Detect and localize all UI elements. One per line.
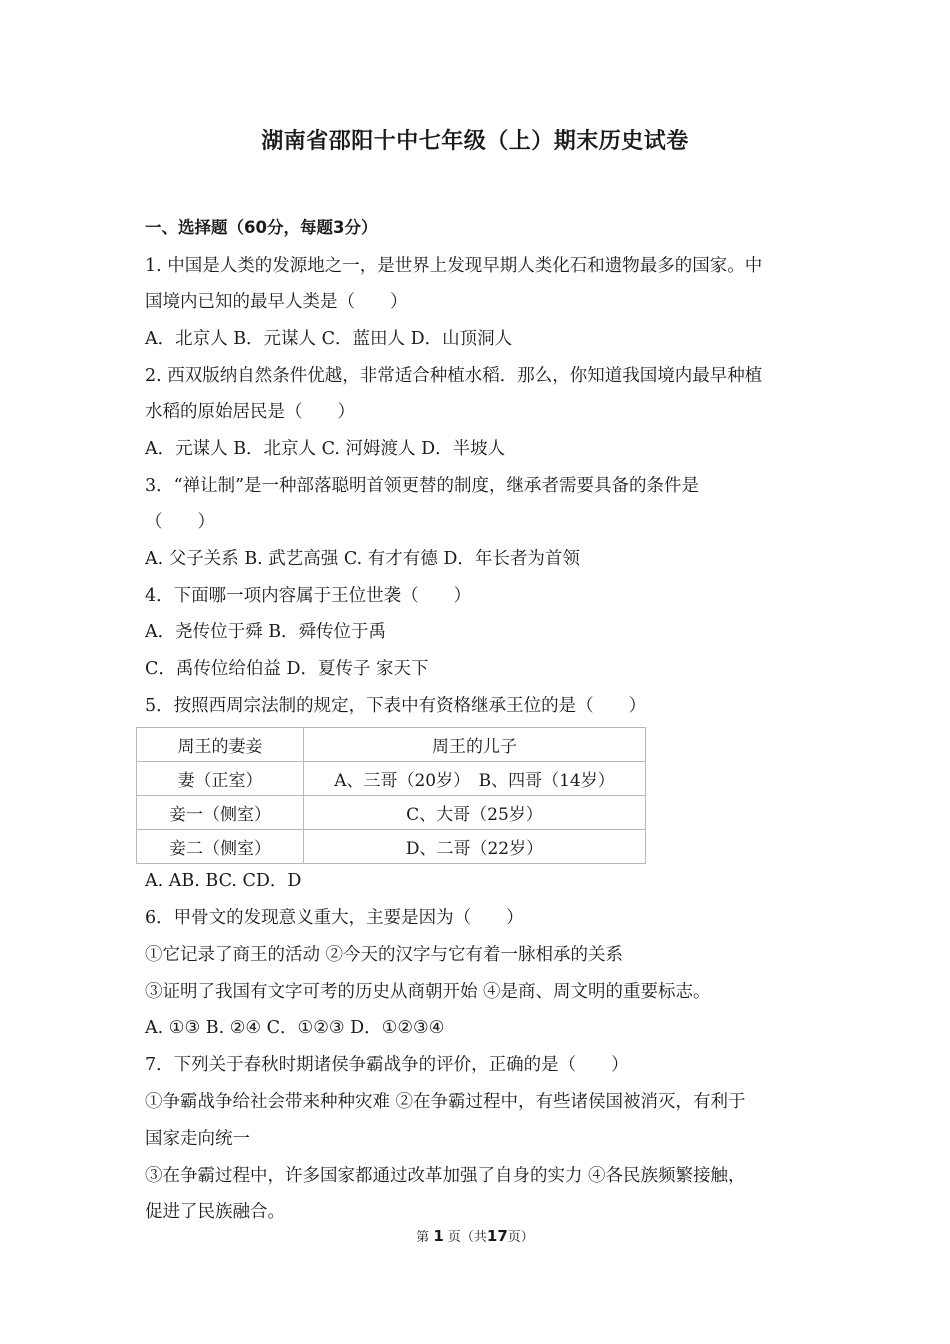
table-row [137,762,646,796]
question-3-line-2: （ ） [145,512,215,532]
table-row [137,830,646,864]
table-cell: C、大哥（25岁） [304,796,646,830]
question-7-item-1: ①争霸战争给社会带来种种灾难 ②在争霸过程中，有些诸侯国被消灭，有利于 [145,1092,746,1112]
question-7-item-2-cont: 促进了民族融合。 [145,1202,285,1222]
footer-suffix: 页） [507,1230,534,1245]
question-1-line-1: 1. 中国是人类的发源地之一，是世界上发现早期人类化石和遗物最多的国家。中 [145,256,763,276]
question-3-line-1: 3．“禅让制”是一种部落聪明首领更替的制度，继承者需要具备的条件是 [145,476,700,496]
table-cell: 妾一（侧室） [137,796,304,830]
question-5-line: 5．按照西周宗法制的规定，下表中有资格继承王位的是（ ） [145,696,647,716]
succession-table [136,727,646,864]
page-footer [0,1226,950,1245]
question-6-item-1: ①它记录了商王的活动 ②今天的汉字与它有着一脉相承的关系 [145,945,624,965]
footer-mid: 页（共 [447,1230,487,1245]
section-heading: 一、选择题（60分，每题3分） [145,218,378,237]
question-7-item-2: ③在争霸过程中，许多国家都通过改革加强了自身的实力 ④各民族频繁接触， [145,1166,746,1186]
question-6-item-2: ③证明了我国有文字可考的历史从商朝开始 ④是商、周文明的重要标志。 [145,982,711,1002]
question-4-options-2: C．禹传位给伯益 D．夏传子 家天下 [145,659,429,679]
page-title: 湖南省邵阳十中七年级（上）期末历史试卷 [261,129,689,154]
question-2-line-1: 2. 西双版纳自然条件优越，非常适合种植水稻．那么，你知道我国境内最早种植 [145,366,763,386]
footer-prefix: 第 [416,1230,430,1245]
table-header-row [137,728,646,762]
table-header-cell: 周王的妻妾 [137,728,304,762]
question-5-options: A. AB. BC. CD．D [145,871,302,891]
question-3-options: A. 父子关系 B. 武艺高强 C. 有才有德 D．年长者为首领 [145,549,580,569]
question-1-options: A．北京人 B．元谋人 C．蓝田人 D．山顶洞人 [145,329,513,349]
footer-page-number: 1 [433,1227,444,1245]
footer-total-pages: 17 [486,1227,508,1245]
question-6-line: 6．甲骨文的发现意义重大，主要是因为（ ） [145,908,524,928]
question-6-options: A. ①③ B. ②④ C．①②③ D．①②③④ [145,1018,445,1038]
question-1-line-2: 国境内已知的最早人类是（ ） [145,292,408,312]
table-cell: 妻（正室） [137,762,304,796]
table-row [137,796,646,830]
question-4-options-1: A．尧传位于舜 B．舜传位于禹 [145,622,387,642]
question-2-line-2: 水稻的原始居民是（ ） [145,402,355,422]
table-cell: 妾二（侧室） [137,830,304,864]
question-4-line: 4．下面哪一项内容属于王位世袭（ ） [145,586,472,606]
table-header-cell: 周王的儿子 [304,728,646,762]
question-7-item-1-cont: 国家走向统一 [145,1129,250,1149]
table-cell: D、二哥（22岁） [304,830,646,864]
question-7-line: 7．下列关于春秋时期诸侯争霸战争的评价，正确的是（ ） [145,1055,629,1075]
question-2-options: A．元谋人 B．北京人 C. 河姆渡人 D．半坡人 [145,439,506,459]
table-cell: A、三哥（20岁） B、四哥（14岁） [304,762,646,796]
